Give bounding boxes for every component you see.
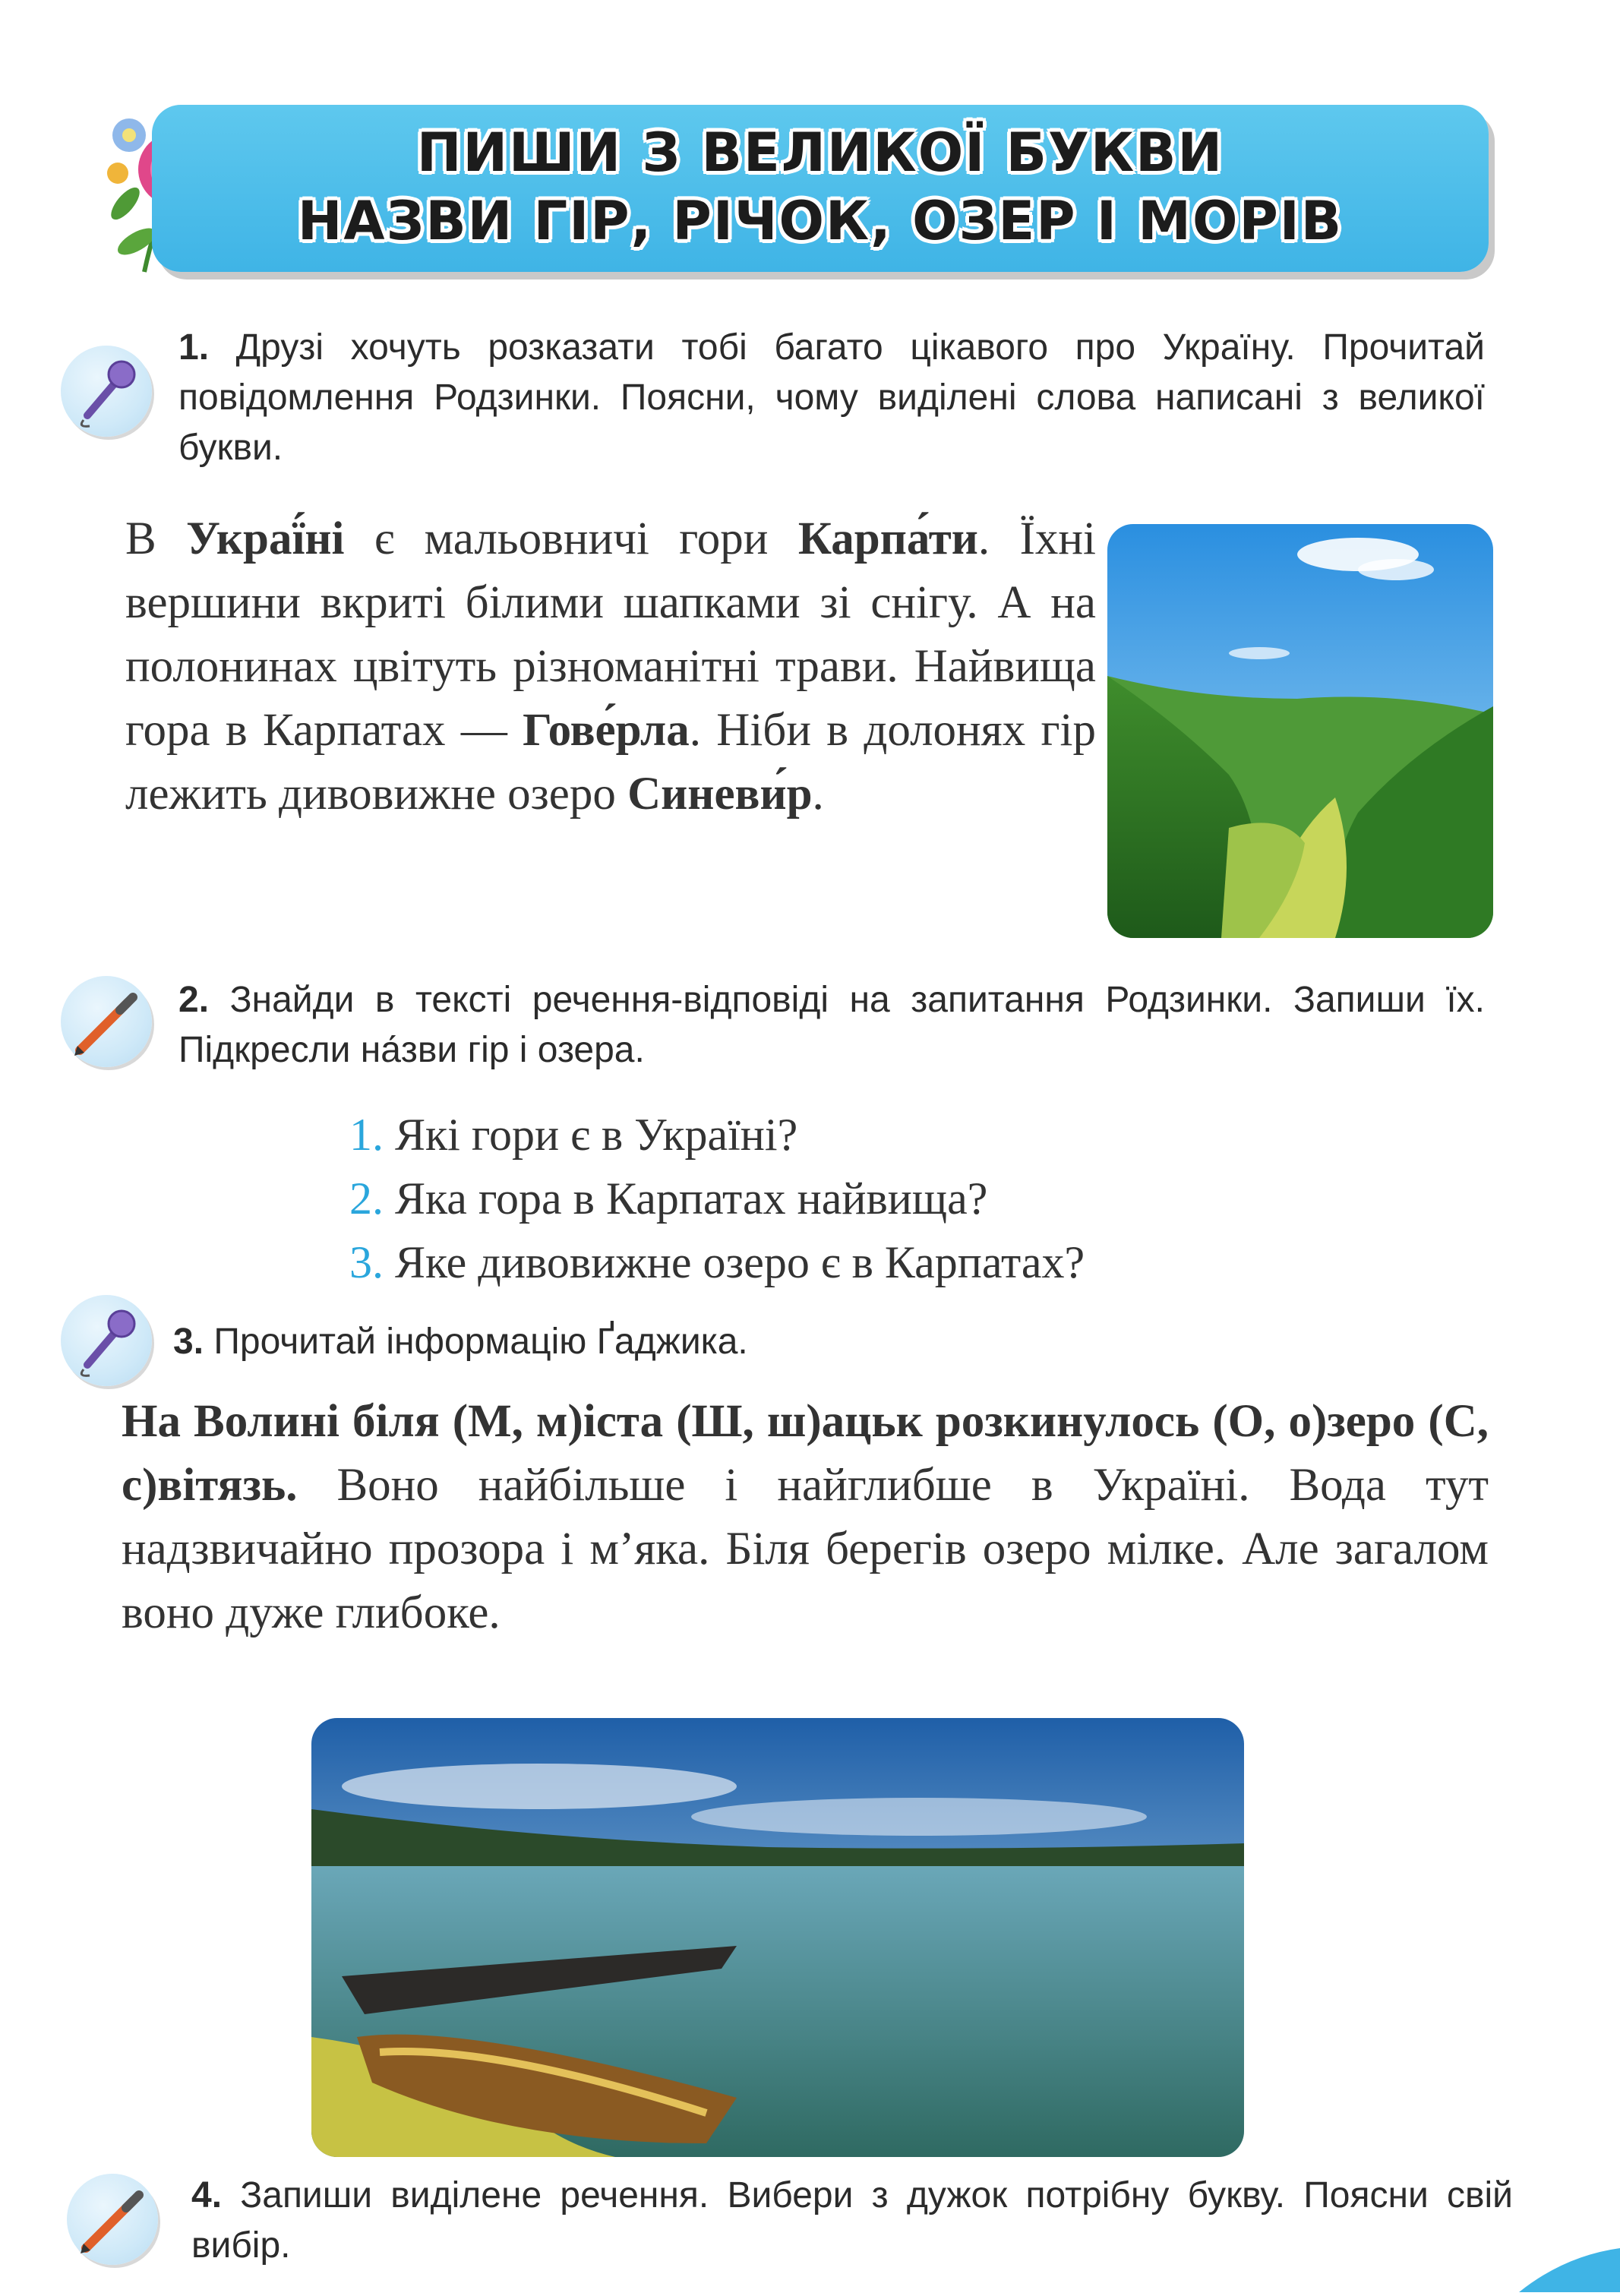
question-text: Яке дивовижне озеро є в Карпатах?	[395, 1237, 1085, 1287]
page-corner-decoration	[1504, 2241, 1620, 2292]
task-1-number: 1.	[178, 327, 210, 368]
text-part: є мальовничі гори	[344, 513, 798, 564]
task-3-instruction	[173, 1317, 1479, 1367]
question-3	[349, 1230, 1085, 1294]
highlight-ukraine: Украї́ні	[186, 513, 345, 564]
lake-boat-photo	[311, 1718, 1244, 2157]
question-2	[349, 1167, 987, 1230]
page-title-line-1: ПИШИ З ВЕЛИКОЇ БУКВИ	[416, 122, 1224, 184]
task-1-text: Друзі хочуть розказати тобі багато цікавого про Україну. Прочитай повідомлення Родзинки. Поясни, чому виділені слова написані з великої букви.	[178, 327, 1485, 468]
title-banner	[152, 105, 1489, 272]
task-1-instruction	[178, 323, 1485, 473]
highlight-synevyr: Синеви́р	[627, 769, 813, 820]
question-number: 1.	[349, 1110, 384, 1160]
text-part: .	[812, 769, 824, 820]
task-4-number: 4.	[191, 2175, 223, 2215]
carpathians-photo	[1107, 524, 1493, 938]
question-1	[349, 1103, 797, 1167]
highlight-karpaty: Карпа́ти	[797, 513, 978, 564]
highlight-hoverla: Гове́рла	[523, 705, 690, 756]
task-2-instruction	[178, 975, 1485, 1075]
question-text: Які гори є в Україні?	[395, 1110, 798, 1160]
highlighted-sentence: На Волині біля (М, м)іста (Ш, ш)ацьк розкинулось (О, о)зеро (С, с)вітязь.	[122, 1396, 1489, 1511]
text-part: В	[125, 513, 187, 564]
question-number: 3.	[349, 1237, 384, 1287]
task-3-number: 3.	[173, 1322, 204, 1362]
pen-icon	[61, 976, 152, 1067]
page-title-line-2: НАЗВИ ГІР, РІЧОК, ОЗЕР І МОРІВ	[297, 190, 1344, 252]
task-2-number: 2.	[178, 980, 210, 1020]
text-ukraine-mountains	[125, 507, 1096, 826]
question-number: 2.	[349, 1173, 384, 1224]
task-2-text: Знайди в тексті речення-відповіді на запитання Родзинки. Запиши їх. Підкресли на́зви гір і озера.	[178, 980, 1485, 1070]
text-part: . Ніби в долонях гір лежить дивовижне озеро	[125, 705, 1097, 820]
text-svitiaz-lake	[122, 1390, 1489, 1645]
pen-icon	[67, 2174, 158, 2265]
task-4-text: Запиши виділене речення. Вибери з дужок потрібну букву. Поясни свій вибір.	[191, 2175, 1513, 2266]
task-4-instruction	[191, 2171, 1513, 2271]
question-text: Яка гора в Карпатах найвища?	[395, 1173, 988, 1224]
text-part: . Їхні вершини вкриті білими шапками зі снігу. А на полонинах цвітуть різноманітні трави. Найвища гора в Карпатах —	[125, 513, 1096, 756]
text-part: Воно найбільше і найглибше в Україні. Вода тут надзвичайно прозора і м’яка. Біля берегів озеро мілке. Але загалом воно дуже глибоке.	[122, 1460, 1489, 1638]
task-3-text: Прочитай інформацію Ґаджика.	[213, 1322, 748, 1362]
microphone-icon	[61, 346, 152, 437]
microphone-icon	[61, 1295, 152, 1386]
